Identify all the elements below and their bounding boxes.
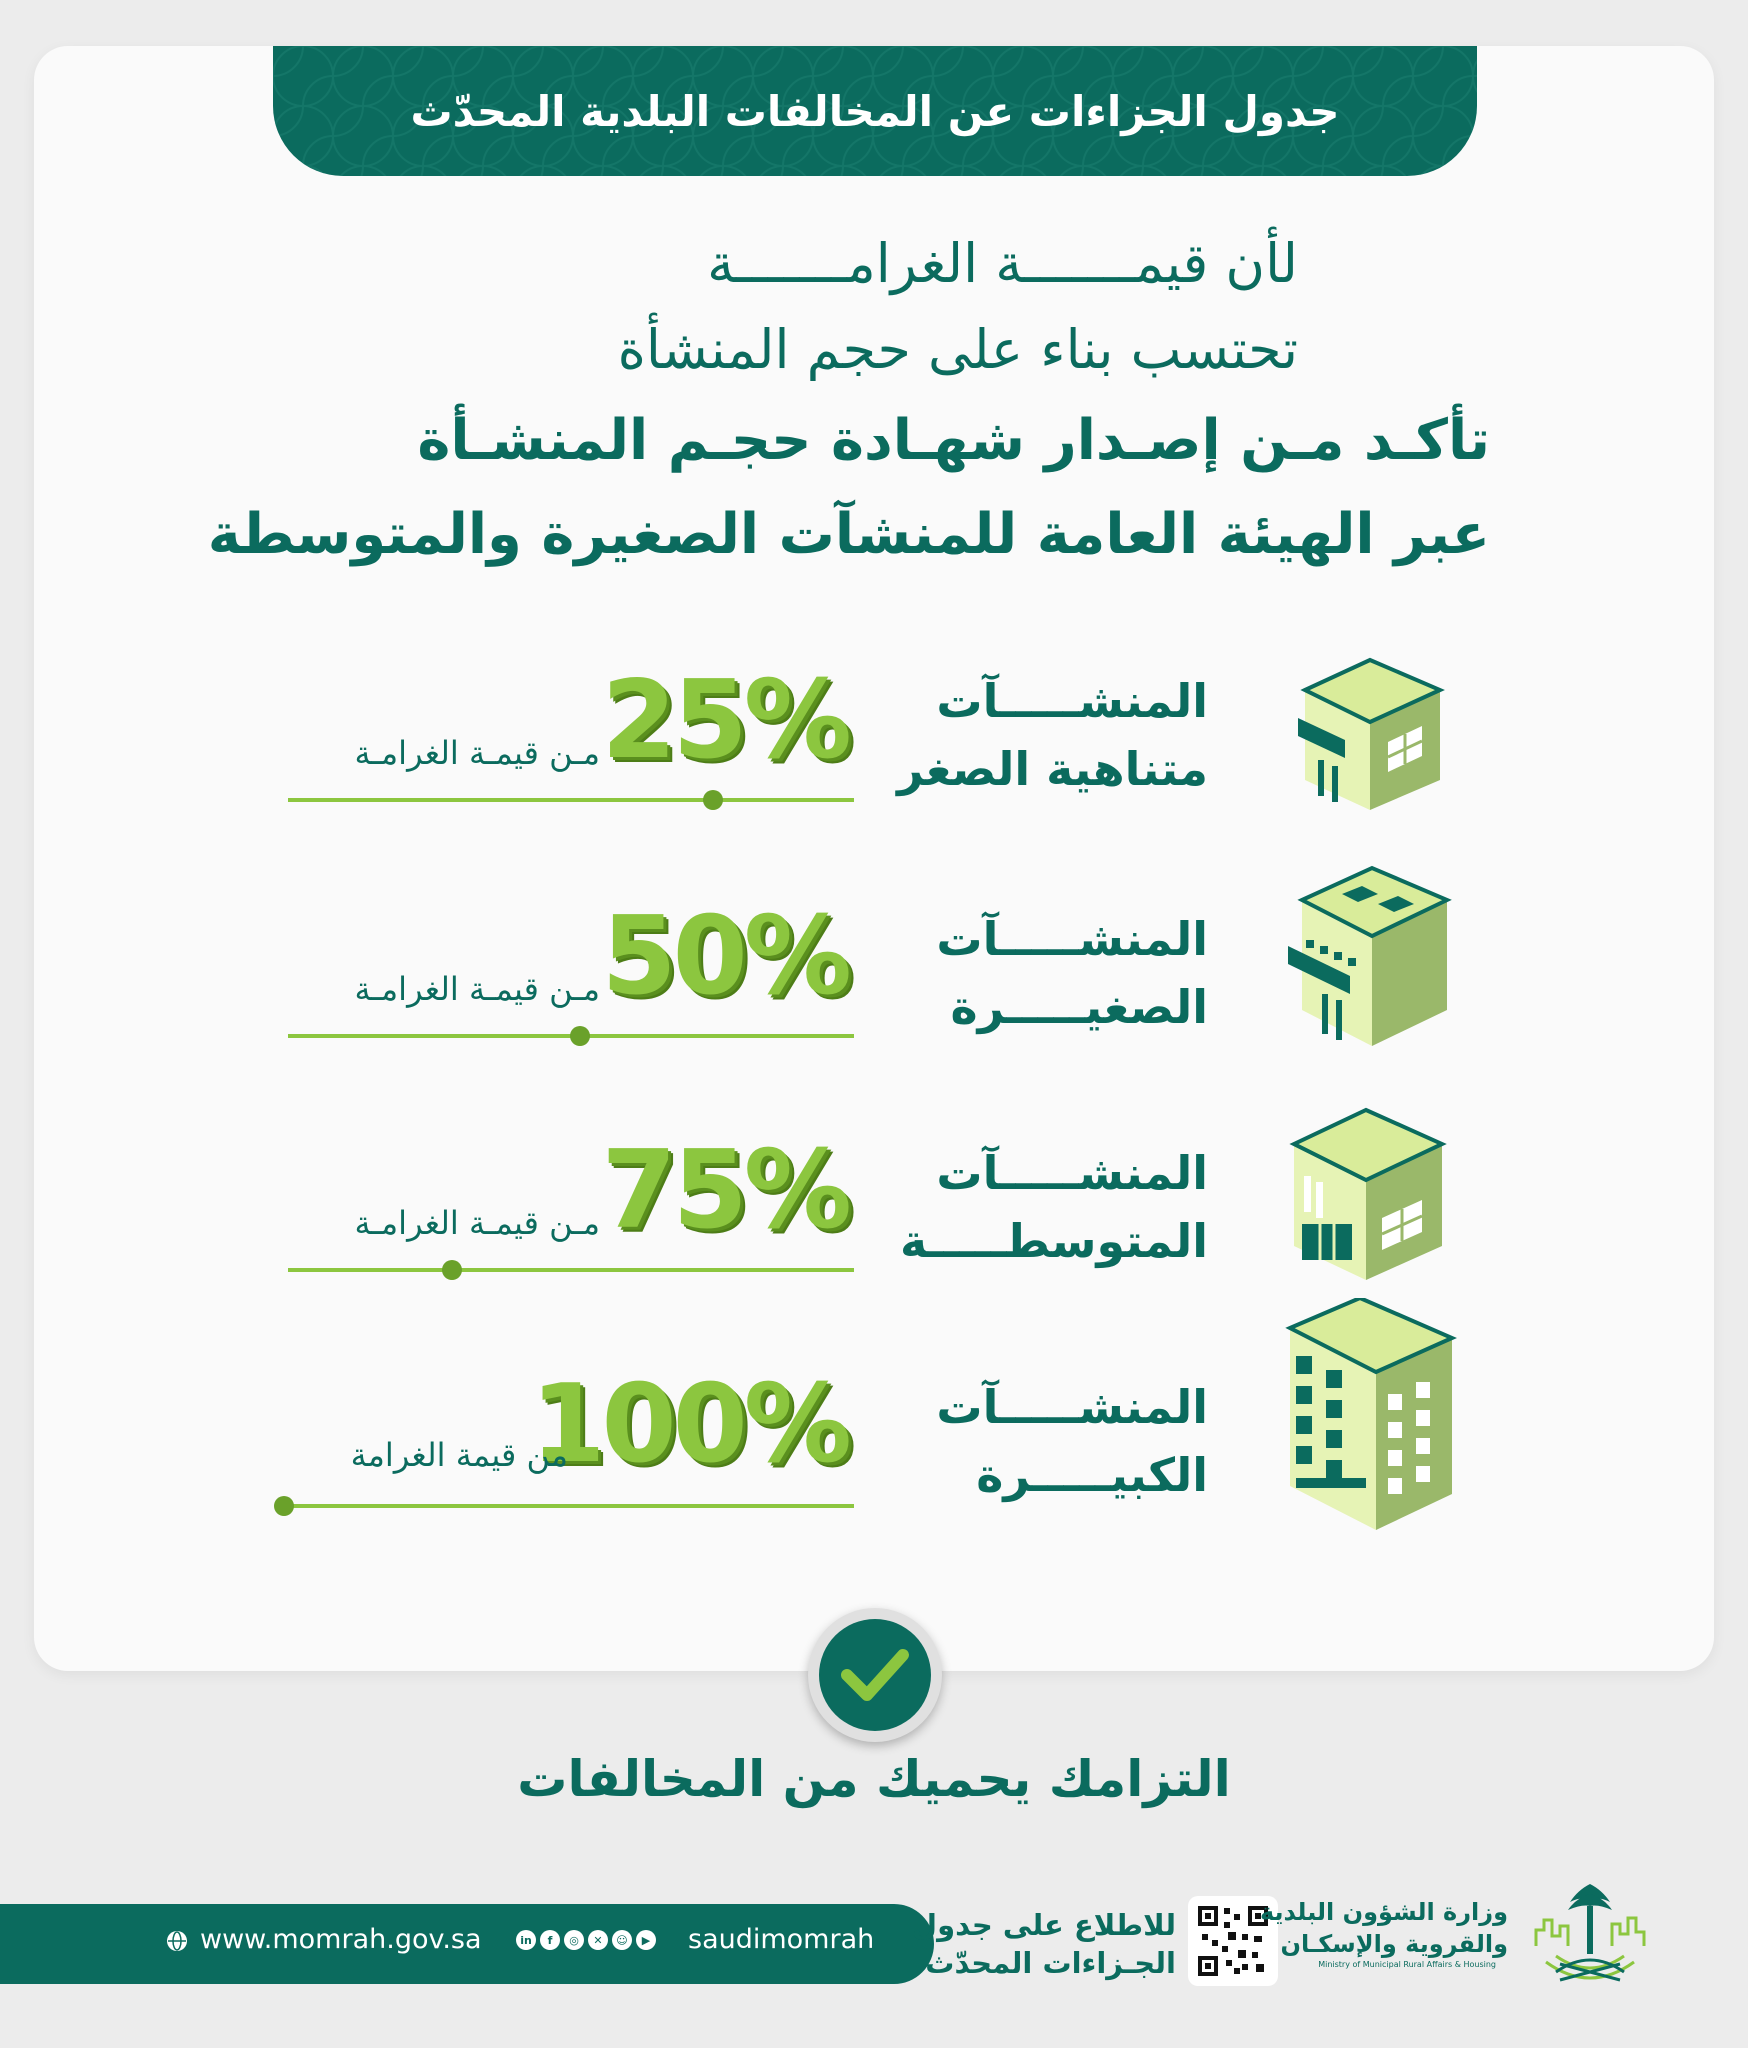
linkedin-icon[interactable]: in — [516, 1930, 536, 1950]
ministry-name-line2: والقروية والإسكـان — [1280, 1930, 1508, 1958]
tier-percent: 100% — [530, 1362, 848, 1487]
qr-caption-line1: للاطلاع على جدول — [911, 1908, 1176, 1942]
youtube-icon[interactable]: ▶ — [636, 1930, 656, 1950]
tier-percent: 50% — [601, 894, 848, 1019]
intro-line-4: عبر الهيئة العامة للمنشآت الصغيرة والمتوسطة — [207, 502, 1490, 567]
tier-category-line1: المنشـــــآت — [936, 912, 1208, 966]
medium-building-icon — [1282, 1104, 1462, 1284]
intro-line-3: تأكـد مـن إصـدار شهـادة حجـم المنشـأة — [417, 408, 1490, 473]
tier-row — [0, 1104, 1748, 1324]
slogan: التزامك يحميك من المخالفات — [517, 1750, 1231, 1808]
website-link[interactable]: www.momrah.gov.sa — [200, 1924, 482, 1955]
tier-percent: 25% — [601, 658, 848, 783]
snapchat-icon[interactable]: ☺ — [612, 1930, 632, 1950]
tier-suffix: مـن قيمـة الغرامـة — [354, 970, 600, 1008]
micro-building-icon — [1290, 650, 1450, 820]
large-building-icon — [1276, 1298, 1466, 1534]
checkmark-badge — [808, 1608, 942, 1742]
tier-row — [0, 860, 1748, 1080]
header-title: جدول الجزاءات عن المخالفات البلدية المحدّث — [410, 86, 1340, 136]
tier-progress-marker — [274, 1496, 294, 1516]
header-banner — [273, 46, 1477, 176]
qr-caption-line2: الجـزاءات المحدّث — [925, 1946, 1176, 1980]
ministry-name-en: Ministry of Municipal Rural Affairs & Housing — [1318, 1960, 1496, 1969]
tier-percent: 75% — [601, 1128, 848, 1253]
tier-progress-bar — [278, 1504, 854, 1508]
x-icon[interactable]: ✕ — [588, 1930, 608, 1950]
tier-progress-marker — [703, 790, 723, 810]
tier-progress-marker — [570, 1026, 590, 1046]
facebook-icon[interactable]: f — [540, 1930, 560, 1950]
tier-category-line1: المنشـــــآت — [936, 1380, 1208, 1434]
ministry-emblem-icon — [1526, 1876, 1654, 2004]
tier-suffix: من قيمة الغرامة — [350, 1436, 568, 1474]
tier-category-line2: الصغيـــــرة — [950, 980, 1208, 1034]
social-handle[interactable]: saudimomrah — [688, 1924, 875, 1955]
tier-row — [0, 1298, 1748, 1518]
intro-line-1: لأن قيمـــــــة الغرامـــــــة — [707, 232, 1298, 295]
tier-suffix: مـن قيمـة الغرامـة — [354, 734, 600, 772]
tier-category-line1: المنشـــــآت — [936, 674, 1208, 728]
tier-category-line1: المنشـــــآت — [936, 1146, 1208, 1200]
tier-category-line2: المتوسطـــــة — [899, 1214, 1208, 1268]
tier-row — [0, 650, 1748, 870]
small-building-icon — [1282, 860, 1462, 1050]
tier-progress-bar — [288, 798, 854, 802]
instagram-icon[interactable]: ◎ — [564, 1930, 584, 1950]
tier-category-line2: متناهية الصغر — [897, 742, 1208, 796]
tier-progress-bar — [288, 1268, 854, 1272]
tier-suffix: مـن قيمـة الغرامـة — [354, 1204, 600, 1242]
qr-code-icon — [1198, 1906, 1268, 1976]
ministry-name-line1: وزارة الشؤون البلدية — [1259, 1898, 1508, 1926]
tier-progress-marker — [442, 1260, 462, 1280]
tier-category-line2: الكبيـــــرة — [976, 1448, 1208, 1502]
checkmark-icon — [839, 1645, 911, 1705]
intro-line-2: تحتسب بناء على حجم المنشأة — [617, 318, 1298, 381]
globe-icon — [166, 1930, 188, 1952]
